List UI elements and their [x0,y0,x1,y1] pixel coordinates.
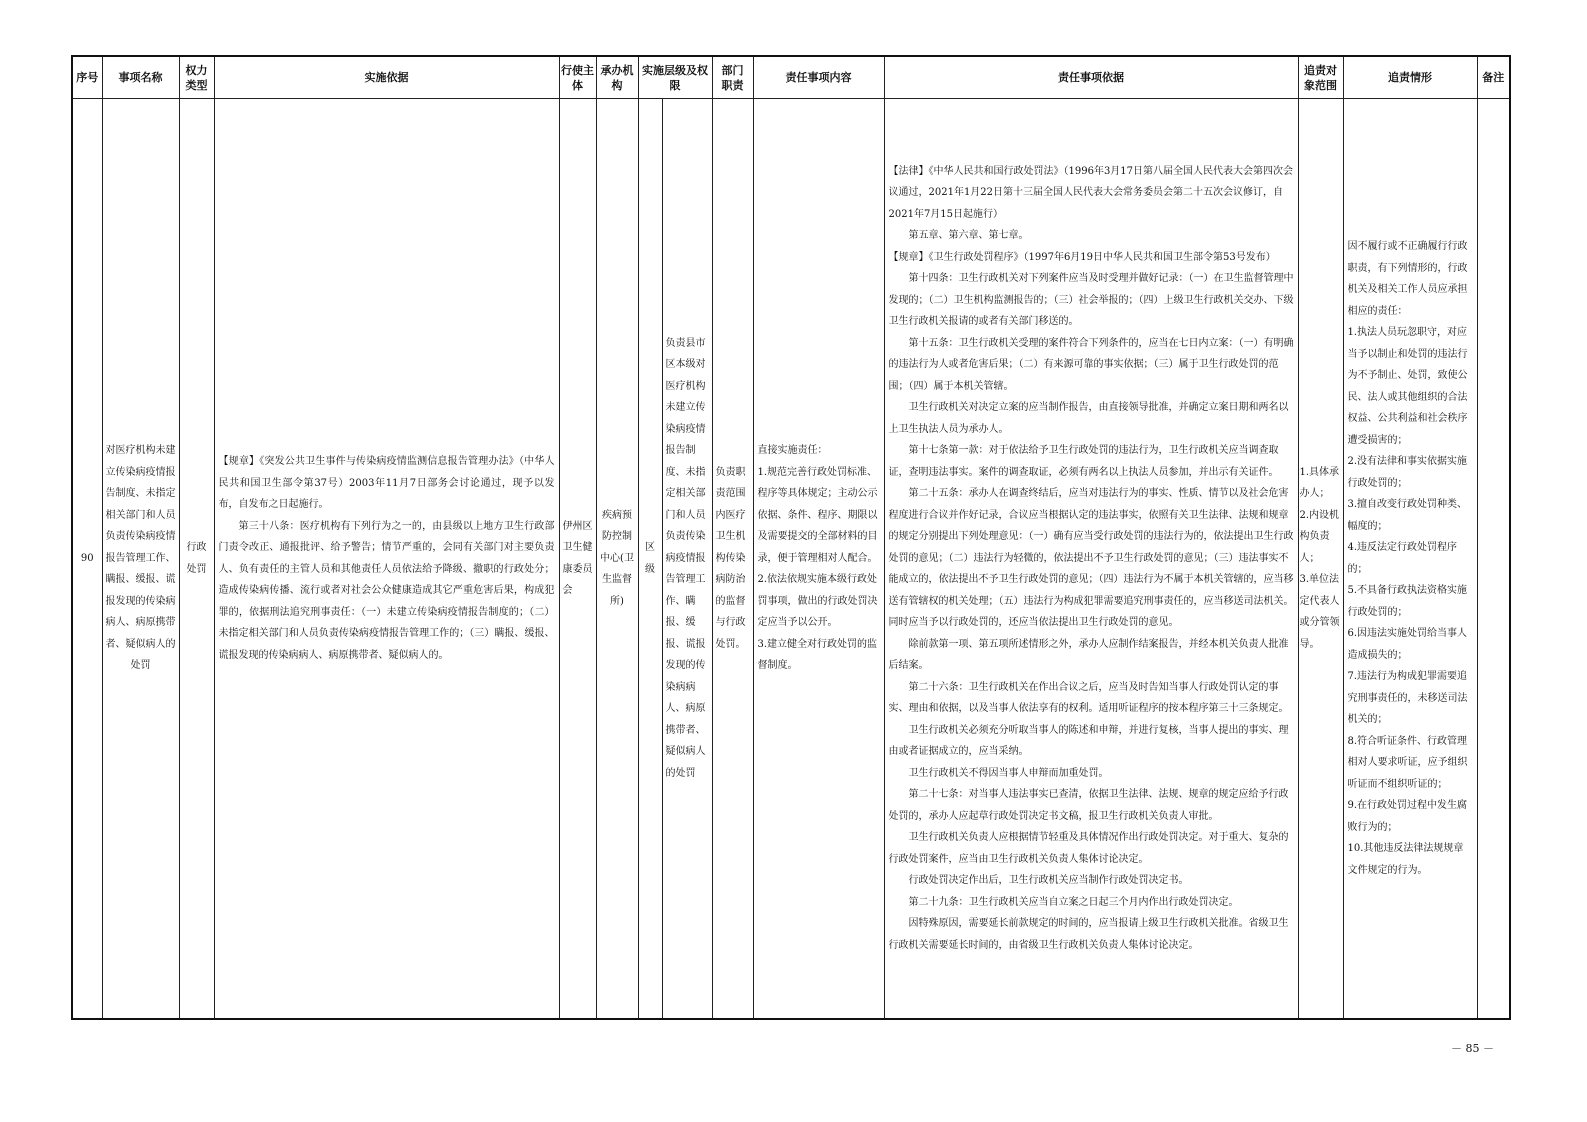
resp-basis-para: 【规章】《卫生行政处罚程序》（1997年6月19日中华人民共和国卫生部令第53号发布） [888,251,1276,263]
header-subject: 行使主 体 [559,56,596,99]
cell-power-type: 行政处罚 [179,99,214,1020]
resp-basis-para: 卫生行政机关负责人应根据情节轻重及具体情况作出行政处罚决定。对于重大、复杂的行政处罚案件，应当由卫生行政机关负责人集体讨论决定。 [888,832,1289,865]
resp-basis-para: 第二十五条：承办人在调查终结后，应当对违法行为的事实、性质、情节以及社会危害程度进行合议并作好记录，合议应当根据认定的违法事实，依照有关卫生法律、法规和规章的规定分别提出下列处理意见：（一）确有应当受行政处罚的违法行为的，依法提出卫生行政处罚的意见；（二）违法行为轻微的，依法提出不予卫生行政处罚的意见；（三）违法事实不能成立的，依法提出不予卫生行政处罚的意见；（四）违法行为不属于本机关管辖的，应当移送有管辖权的机关处理；（五）违法行为构成犯罪需要追究刑事责任的，应当移送司法机关。同时应当予以行政处罚的，还应当依法提出卫生行政处罚的意见。 [888,488,1294,629]
header-power-type: 权力 类型 [179,56,214,99]
cell-account-scope: 1.具体承办人； 2.内设机构负责人； 3.单位法定代表人或分管领导。 [1298,99,1343,1020]
cell-seq: 90 [72,99,102,1020]
header-item-name: 事项名称 [102,56,179,99]
header-resp-basis: 责任事项依据 [884,56,1298,99]
cell-subject: 伊州区卫生健康委员会 [559,99,596,1020]
resp-basis-para: 因特殊原因，需要延长前款规定的时间的，应当报请上级卫生行政机关批准。省级卫生行政机关需要延长时间的，由省级卫生行政机关负责人集体讨论决定。 [888,918,1289,951]
header-level: 实施层级及权 限 [638,56,712,99]
resp-basis-para: 第五章、第六章、第七章。 [908,230,1029,242]
cell-dept-duty: 负责职责范围内医疗卫生机构传染病防治的监督与行政处罚。 [712,99,753,1020]
header-resp-content: 责任事项内容 [753,56,884,99]
header-handling-org: 承办机 构 [596,56,638,99]
header-remarks: 备注 [1477,56,1510,99]
resp-basis-para: 第十五条：卫生行政机关受理的案件符合下列条件的，应当在七日内立案：（一）有明确的违法行为人或者危害后果；（二）有来源可靠的事实依据；（三）属于卫生行政处罚的范围；（四）属于本机关管辖。 [888,337,1294,392]
basis-para-2: 第三十八条：医疗机构有下列行为之一的，由县级以上地方卫生行政部门责令改正、通报批评、给予警告；情节严重的，会同有关部门对主要负责人、负有责任的主管人员和其他责任人员依法给予降级、撤职的行政处分；造成传染病传播、流行或者对社会公众健康造成其它严重危害后果，构成犯罪的，依据刑法追究刑事责任：（一）未建立传染病疫情报告制度的；（二）未指定相关部门和人员负责传染病疫情报告管理工作的；（三）瞒报、缓报、谎报发现的传染病病人、病原携带者、疑似病人的。 [218,520,555,661]
resp-basis-para: 第二十六条：卫生行政机关在作出合议之后，应当及时告知当事人行政处罚认定的事实、理由和依据，以及当事人依法享有的权利。适用听证程序的按本程序第三十三条规定。 [888,681,1289,715]
resp-basis-para: 【法律】《中华人民共和国行政处罚法》（1996年3月17日第八届全国人民代表大会第四次会议通过，2021年1月22日第十三届全国人民代表大会常务委员会第二十五次会议修订，自2021年7月15日起施行） [888,165,1294,220]
resp-basis-para: 行政处罚决定作出后，卫生行政机关应当制作行政处罚决定书。 [908,875,1189,887]
cell-remarks [1477,99,1510,1020]
resp-basis-para: 卫生行政机关必须充分听取当事人的陈述和申辩，并进行复核，当事人提出的事实、理由或者证据成立的，应当采纳。 [888,724,1289,758]
resp-basis-para: 卫生行政机关对决定立案的应当制作报告，由直接领导批准，并确定立案日期和两名以上卫生执法人员为承办人。 [888,402,1289,435]
resp-basis-para: 除前款第一项、第五项所述情形之外，承办人应制作结案报告，并经本机关负责人批准后结案。 [888,638,1289,672]
resp-basis-para: 第二十七条：对当事人违法事实已查清，依据卫生法律、法规、规章的规定应给予行政处罚的，承办人应起草行政处罚决定书文稿，报卫生行政机关负责人审批。 [888,789,1289,822]
accountability-table [71,55,1511,1020]
header-account-situation: 追责情形 [1343,56,1477,99]
header-account-scope: 追责对 象范围 [1298,56,1343,99]
header-dept-duty: 部门 职责 [712,56,753,99]
resp-basis-para: 第二十九条：卫生行政机关应当自立案之日起三个月内作出行政处罚决定。 [908,896,1239,908]
cell-resp-content: 直接实施责任： 1.规范完善行政处罚标准、程序等具体规定；主动公示依据、条件、程序、期限以及需要提交的全部材料的目录，便于管理相对人配合。 2.依法依规实施本级行政处罚事项，做出的行政处罚决定应当予以公开。 3.建立健全对行政处罚的监督制度。 [753,99,884,1020]
basis-para-1: 【规章】《突发公共卫生事件与传染病疫情监测信息报告管理办法》（中华人民共和国卫生部令第37号）2003年11月7日部务会讨论通过，现予以发布，自发布之日起施行。 [218,456,555,510]
resp-basis-para: 第十四条：卫生行政机关对下列案件应当及时受理并做好记录：（一）在卫生监督管理中发现的；（二）卫生机构监测报告的；（三）社会举报的；（四）上级卫生行政机关交办、下级卫生行政机关报请的或者有关部门移送的。 [888,273,1294,328]
header-basis: 实施依据 [214,56,559,99]
cell-resp-basis [884,99,1298,1020]
cell-handling-org: 疾病预防控制中心(卫生监督所) [596,99,638,1020]
cell-level-scope: 负责县市区本级对医疗机构未建立传染病疫情报告制度、未指定相关部门和人员负责传染病疫情报告管理工作、瞒报、缓报、谎报发现的传染病病人、病原携带者、疑似病人的处罚 [662,99,712,1020]
resp-basis-para: 卫生行政机关不得因当事人申辩而加重处罚。 [908,767,1109,779]
header-seq: 序号 [72,56,102,99]
table-row [72,99,1510,1020]
header-row [72,56,1510,99]
resp-basis-para: 第十七条第一款：对于依法给予卫生行政处罚的违法行为，卫生行政机关应当调查取证，查明违法事实。案件的调查取证，必须有两名以上执法人员参加，并出示有关证件。 [888,445,1279,478]
cell-item-name: 对医疗机构未建立传染病疫情报告制度、未指定相关部门和人员负责传染病疫情报告管理工作、瞒报、缓报、谎报发现的传染病病人、病原携带者、疑似病人的处罚 [102,99,179,1020]
cell-level-name: 区级 [638,99,662,1020]
cell-basis [214,99,559,1020]
cell-account-situation: 因不履行或不正确履行行政职责，有下列情形的，行政机关及相关工作人员应承担相应的责任： 1.执法人员玩忽职守，对应当予以制止和处罚的违法行为不予制止、处罚，致使公民、法人或其他组织的合法权益、公共利益和社会秩序遭受损害的； 2.没有法律和事实依据实施行政处罚的； 3.擅自改变行政处罚种类、幅度的； 4.违反法定行政处罚程序的； 5.不具备行政执法资格实施行政处罚的； 6.因违法实施处罚给当事人造成损失的； 7.违法行为构成犯罪需要追究刑事责任的，未移送司法机关的； 8.符合听证条件、行政管理相对人要求听证，应予组织听证而不组织听证的； 9.在行政处罚过程中发生腐败行为的； 10.其他违反法律法规规章文件规定的行为。 [1343,99,1477,1020]
page-number: － 85 － [1451,1042,1494,1055]
